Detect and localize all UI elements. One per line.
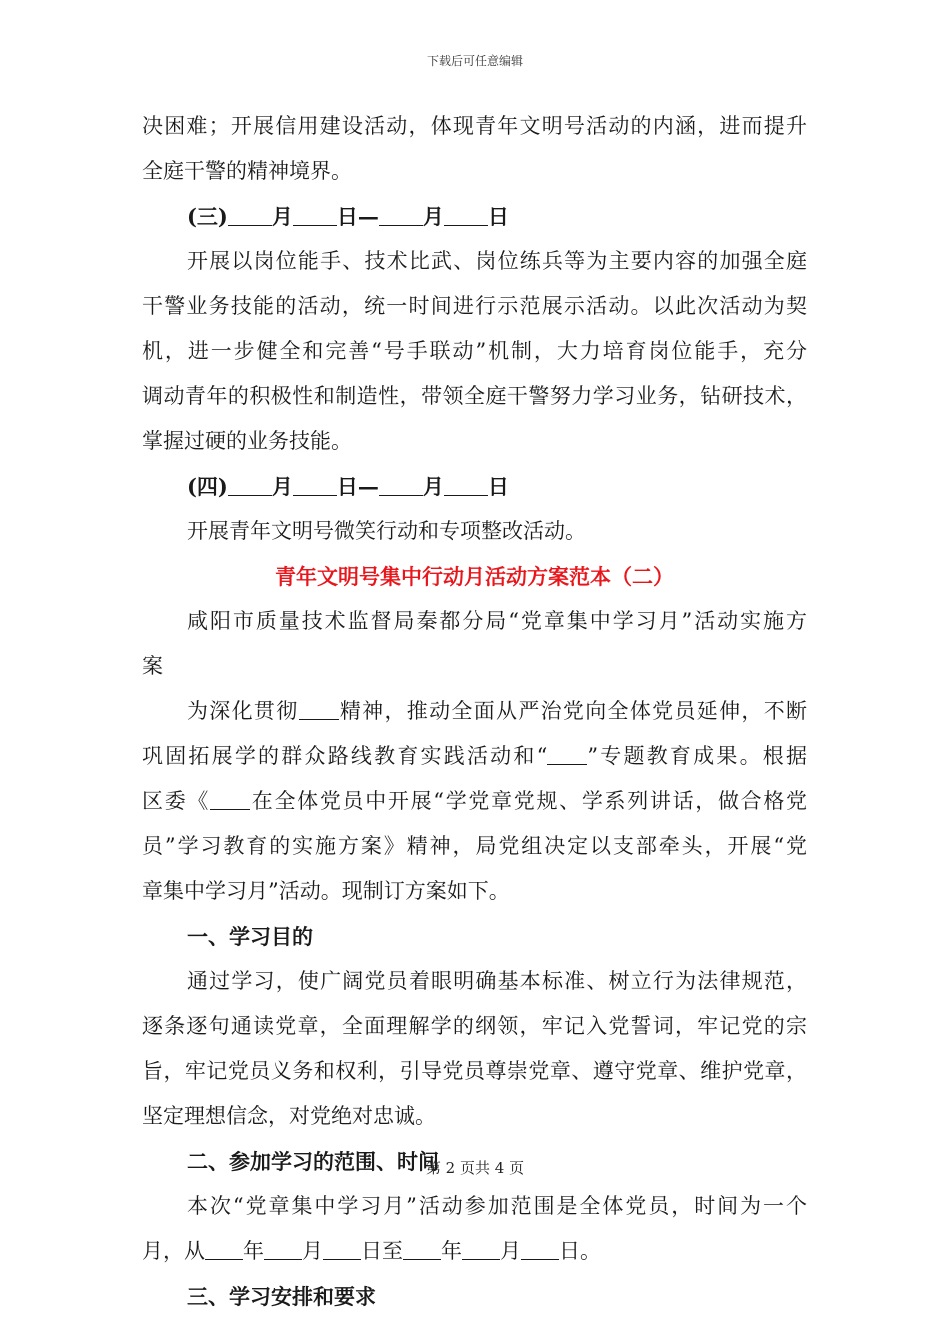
- blank-field: [379, 203, 423, 226]
- day-label: 日: [336, 204, 358, 229]
- page-footer: 第 2 页共 4 页: [425, 1159, 525, 1177]
- paragraph-line: [142, 734, 807, 779]
- month-label: 月: [422, 474, 444, 499]
- month-label: 月: [500, 1239, 521, 1263]
- section-heading: 二、参加学习的范围、时间: [187, 1149, 439, 1174]
- section-heading: 一、学习目的: [187, 924, 313, 949]
- blank-field: [521, 1237, 559, 1260]
- document-body: [142, 104, 807, 1319]
- paragraph-line: 咸阳市质量技术监督局秦都分局“党章集中学习月”活动实施方: [187, 609, 807, 633]
- date-heading-4: [142, 464, 807, 509]
- blank-field: [403, 1237, 441, 1260]
- paragraph-line: 案: [142, 654, 163, 678]
- paragraph-line: 本次“党章集中学习月”活动参加范围是全体党员，时间为一个: [187, 1194, 807, 1218]
- year-label: 年: [441, 1239, 462, 1263]
- blank-field: [379, 473, 423, 496]
- text-segment: 精神，推动全面从严治党向全体党员延伸，不断: [338, 699, 808, 723]
- blank-field: [228, 473, 272, 496]
- blank-field: [293, 473, 337, 496]
- dash: —: [357, 204, 379, 229]
- heading-prefix: (四): [187, 474, 228, 499]
- text-segment: 为深化贯彻: [187, 699, 299, 723]
- paragraph-line: 干警业务技能的活动，统一时间进行示范展示活动。以此次活动为契: [142, 294, 807, 318]
- text-segment: 月，从: [142, 1239, 205, 1263]
- blank-field: [293, 203, 337, 226]
- year-label: 年: [243, 1239, 264, 1263]
- paragraph-line: 逐条逐句通读党章，全面理解学的纲领，牢记入党誓词，牢记党的宗: [142, 1014, 807, 1038]
- page-header: 下载后可任意编辑: [426, 54, 523, 68]
- paragraph-line: 全庭干警的精神境界。: [142, 159, 352, 183]
- text-segment: 日。: [559, 1239, 601, 1263]
- blank-field: [323, 1237, 361, 1260]
- paragraph-line: 机，进一步健全和完善“号手联动”机制，大力培育岗位能手，充分: [142, 339, 807, 363]
- paragraph-line: 章集中学习月”活动。现制订方案如下。: [142, 879, 510, 903]
- blank-field: [264, 1237, 302, 1260]
- date-heading-3: [142, 194, 807, 239]
- heading-prefix: (三): [187, 204, 228, 229]
- blank-field: [462, 1237, 500, 1260]
- section-title: 青年文明号集中行动月活动方案范本（二）: [275, 564, 674, 589]
- blank-field: [210, 787, 250, 810]
- paragraph-line: 员”学习教育的实施方案》精神，局党组决定以支部牵头，开展“党: [142, 834, 807, 858]
- month-label: 月: [302, 1239, 323, 1263]
- paragraph-line: 开展以岗位能手、技术比武、岗位练兵等为主要内容的加强全庭: [187, 249, 807, 273]
- month-label: 月: [271, 474, 293, 499]
- month-label: 月: [271, 204, 293, 229]
- blank-field: [205, 1237, 243, 1260]
- text-segment: 巩固拓展学的群众路线教育实践活动和“: [142, 744, 548, 768]
- paragraph-line: 旨，牢记党员义务和权利，引导党员尊崇党章、遵守党章、维护党章，: [142, 1059, 807, 1083]
- text-segment: 日至: [361, 1239, 403, 1263]
- paragraph-line: [142, 779, 807, 824]
- blank-field: [299, 697, 339, 720]
- paragraph-line: 通过学习，使广阔党员着眼明确基本标准、树立行为法律规范，: [187, 969, 807, 993]
- text-segment: 在全体党员中开展“学党章党规、学系列讲话，做合格党: [250, 789, 808, 813]
- day-label: 日: [487, 204, 509, 229]
- paragraph-line: 掌握过硬的业务技能。: [142, 429, 352, 453]
- section-heading: 三、学习安排和要求: [187, 1284, 376, 1309]
- paragraph-line: 调动青年的积极性和制造性，带领全庭干警努力学习业务，钻研技术，: [142, 384, 807, 408]
- paragraph-line: [142, 1229, 807, 1274]
- paragraph-line: 坚定理想信念，对党绝对忠诚。: [142, 1104, 436, 1128]
- paragraph-line: [142, 689, 807, 734]
- day-label: 日: [487, 474, 509, 499]
- blank-field: [547, 742, 587, 765]
- paragraph-line: 开展青年文明号微笑行动和专项整改活动。: [187, 519, 586, 543]
- blank-field: [228, 203, 272, 226]
- paragraph-line: 决困难；开展信用建设活动，体现青年文明号活动的内涵，进而提升: [142, 114, 807, 138]
- day-label: 日: [336, 474, 358, 499]
- month-label: 月: [422, 204, 444, 229]
- text-segment: ”专题教育成果。根据: [587, 744, 807, 768]
- blank-field: [444, 203, 488, 226]
- text-segment: 区委《: [142, 789, 211, 813]
- dash: —: [357, 474, 379, 499]
- blank-field: [444, 473, 488, 496]
